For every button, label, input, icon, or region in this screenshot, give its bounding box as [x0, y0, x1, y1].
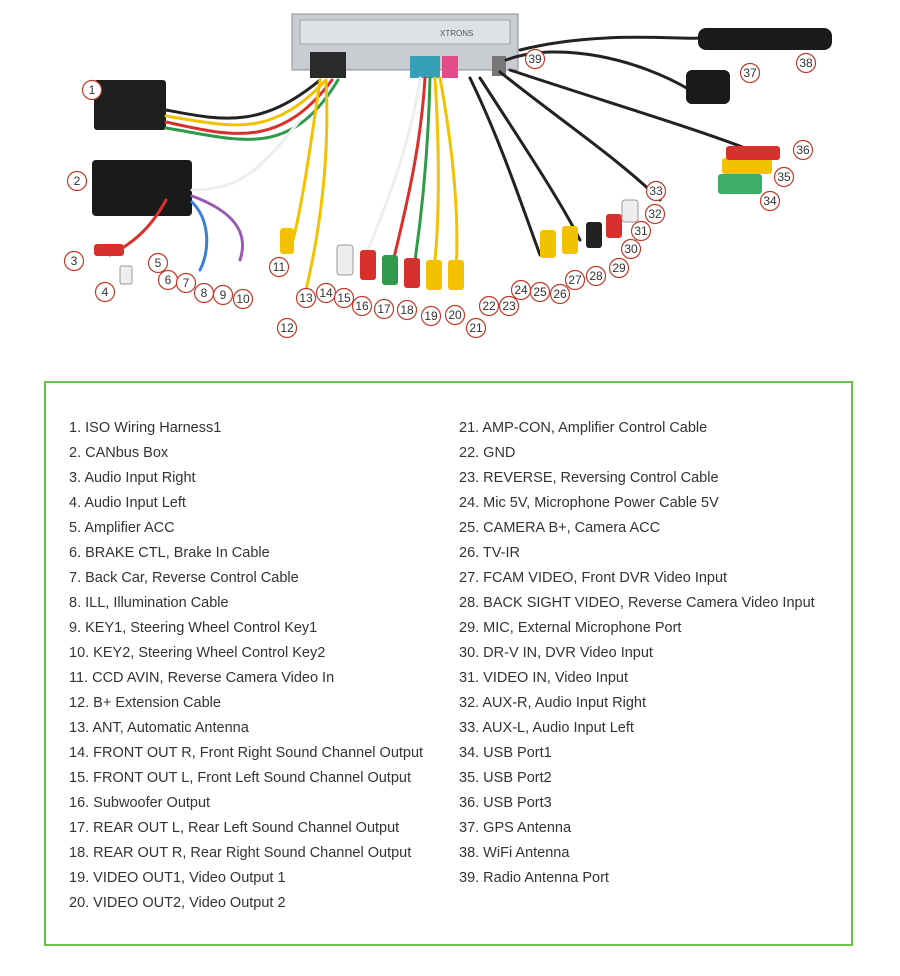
legend-item: 13. ANT, Automatic Antenna	[69, 720, 249, 736]
connector-block	[442, 56, 458, 78]
callout-25	[531, 283, 550, 302]
callout-31	[632, 222, 651, 241]
legend-item: 31. VIDEO IN, Video Input	[459, 670, 628, 686]
legend-item: 38. WiFi Antenna	[459, 845, 570, 861]
callout-number: 21	[469, 321, 483, 335]
callout-number: 1	[88, 83, 96, 97]
callout-7	[177, 274, 196, 293]
callout-number: 32	[648, 207, 662, 221]
legend-item: 35. USB Port2	[459, 770, 552, 786]
legend-item: 2. CANbus Box	[69, 445, 169, 461]
callout-3	[65, 252, 84, 271]
callout-17	[375, 300, 394, 319]
callout-number: 30	[624, 242, 638, 256]
legend-item: 14. FRONT OUT R, Front Right Sound Channel Output	[69, 745, 424, 761]
legend-item: 29. MIC, External Microphone Port	[459, 620, 682, 636]
callout-number: 3	[70, 254, 78, 268]
legend-item: 17. REAR OUT L, Rear Left Sound Channel Output	[69, 820, 400, 836]
callout-4	[96, 283, 115, 302]
legend-item: 27. FCAM VIDEO, Front DVR Video Input	[459, 570, 728, 586]
callout-5	[149, 254, 168, 273]
connector-block	[410, 56, 440, 78]
legend-item: 11. CCD AVIN, Reverse Camera Video In	[69, 670, 335, 686]
callout-21	[467, 319, 486, 338]
callout-number: 16	[355, 299, 369, 313]
legend-item: 15. FRONT OUT L, Front Left Sound Channel Output	[69, 770, 411, 786]
callout-24	[512, 281, 531, 300]
legend-item: 24. Mic 5V, Microphone Power Cable 5V	[459, 495, 719, 511]
callout-20	[446, 306, 465, 325]
callout-number: 15	[337, 291, 351, 305]
legend-item: 19. VIDEO OUT1, Video Output 1	[69, 870, 286, 886]
legend-item: 30. DR-V IN, DVR Video Input	[459, 645, 653, 661]
legend-item: 22. GND	[459, 445, 516, 461]
legend-item: 33. AUX-L, Audio Input Left	[459, 720, 634, 736]
callout-number: 34	[763, 194, 777, 208]
callout-number: 2	[73, 174, 81, 188]
callout-16	[353, 297, 372, 316]
legend-item: 21. AMP-CON, Amplifier Control Cable	[459, 420, 708, 436]
callout-27	[566, 271, 585, 290]
canbus-box	[92, 160, 192, 216]
callout-23	[500, 297, 519, 316]
callout-22	[480, 297, 499, 316]
legend-item: 32. AUX-R, Audio Input Right	[459, 695, 646, 711]
callout-number: 7	[182, 276, 190, 290]
callout-number: 23	[502, 299, 516, 313]
callout-11	[270, 258, 289, 277]
callout-14	[317, 284, 336, 303]
callout-number: 9	[219, 288, 227, 302]
callout-number: 14	[319, 286, 333, 300]
callout-19	[422, 307, 441, 326]
connector-block	[310, 52, 346, 78]
legend-item: 20. VIDEO OUT2, Video Output 2	[69, 895, 286, 911]
callout-35	[775, 168, 794, 187]
callout-30	[622, 240, 641, 259]
legend-item: 26. TV-IR	[459, 545, 520, 561]
legend-column-left	[69, 416, 454, 916]
legend-item: 16. Subwoofer Output	[69, 795, 211, 811]
legend-item: 12. B+ Extension Cable	[69, 695, 221, 711]
callout-39	[526, 50, 545, 69]
legend-item: 4. Audio Input Left	[69, 495, 186, 511]
legend-column-right	[459, 416, 844, 891]
callout-38	[797, 54, 816, 73]
legend-item: 8. ILL, Illumination Cable	[69, 595, 229, 611]
callout-number: 17	[377, 302, 391, 316]
callout-number: 13	[299, 291, 313, 305]
legend-item: 28. BACK SIGHT VIDEO, Reverse Camera Video Input	[459, 595, 815, 611]
legend-item: 37. GPS Antenna	[459, 820, 572, 836]
callout-number: 12	[280, 321, 294, 335]
legend-item: 6. BRAKE CTL, Brake In Cable	[69, 545, 270, 561]
legend-box	[44, 381, 853, 946]
hardware-illustration	[92, 14, 832, 290]
callout-number: 38	[799, 56, 813, 70]
wifi-antenna	[698, 28, 832, 50]
callout-number: 33	[649, 184, 663, 198]
legend-item: 18. REAR OUT R, Rear Right Sound Channel Output	[69, 845, 412, 861]
legend-item: 5. Amplifier ACC	[69, 520, 175, 536]
callout-number: 22	[482, 299, 496, 313]
callout-26	[551, 285, 570, 304]
legend-item: 7. Back Car, Reverse Control Cable	[69, 570, 299, 586]
callout-number: 39	[528, 52, 542, 66]
callout-number: 36	[796, 143, 810, 157]
callout-number: 8	[200, 286, 208, 300]
callout-number: 6	[164, 273, 172, 287]
callout-6	[159, 271, 178, 290]
legend-item: 23. REVERSE, Reversing Control Cable	[459, 470, 719, 486]
legend-item: 1. ISO Wiring Harness1	[69, 420, 222, 436]
callout-28	[587, 267, 606, 286]
callout-32	[646, 205, 665, 224]
callout-37	[741, 64, 760, 83]
callout-8	[195, 284, 214, 303]
callout-18	[398, 301, 417, 320]
callout-1	[83, 81, 102, 100]
callout-number: 20	[448, 308, 462, 322]
legend-item: 39. Radio Antenna Port	[459, 870, 609, 886]
callout-number: 35	[777, 170, 791, 184]
wiring-diagram	[0, 0, 900, 360]
callout-number: 24	[514, 283, 528, 297]
callout-36	[794, 141, 813, 160]
callout-10	[234, 290, 253, 309]
callout-29	[610, 259, 629, 278]
callout-number: 37	[743, 66, 757, 80]
callout-number: 28	[589, 269, 603, 283]
iso-harness	[94, 80, 166, 130]
callout-number: 4	[101, 285, 109, 299]
legend-item: 10. KEY2, Steering Wheel Control Key2	[69, 645, 326, 661]
head-unit-panel	[300, 20, 510, 44]
callout-number: 10	[236, 292, 250, 306]
callout-number: 29	[612, 261, 626, 275]
callout-33	[647, 182, 666, 201]
legend-item: 25. CAMERA B+, Camera ACC	[459, 520, 661, 536]
legend-item: 3. Audio Input Right	[69, 470, 196, 486]
legend-item: 36. USB Port3	[459, 795, 552, 811]
callout-number: 5	[154, 256, 162, 270]
legend-item: 34. USB Port1	[459, 745, 552, 761]
callout-number: 31	[634, 224, 648, 238]
callout-2	[68, 172, 87, 191]
legend-item: 9. KEY1, Steering Wheel Control Key1	[69, 620, 318, 636]
callout-number: 27	[568, 273, 582, 287]
callout-number: 19	[424, 309, 438, 323]
callout-12	[278, 319, 297, 338]
callout-34	[761, 192, 780, 211]
callout-13	[297, 289, 316, 308]
callout-number: 11	[272, 260, 286, 274]
callout-9	[214, 286, 233, 305]
callout-15	[335, 289, 354, 308]
gps-antenna	[686, 70, 730, 104]
callout-number: 18	[400, 303, 414, 317]
head-unit-label: XTRONS	[440, 29, 474, 38]
callout-number: 25	[533, 285, 547, 299]
callout-number: 26	[553, 287, 567, 301]
